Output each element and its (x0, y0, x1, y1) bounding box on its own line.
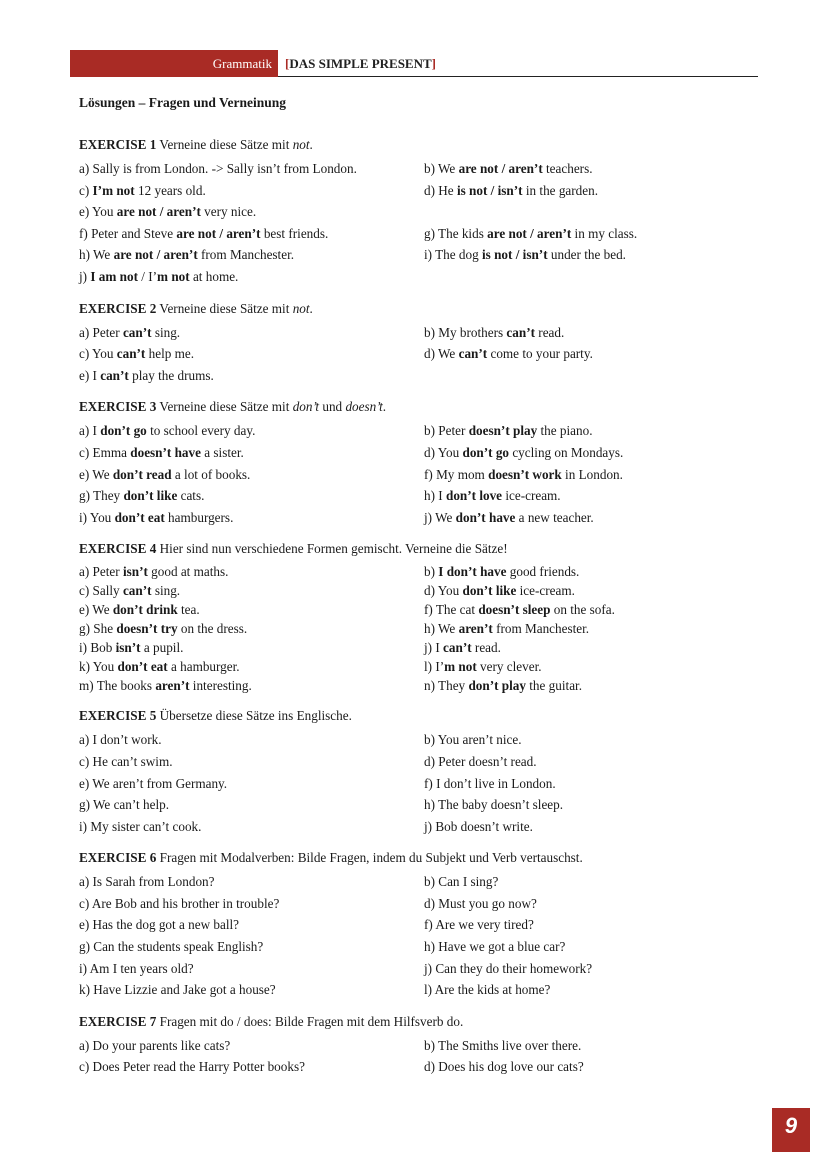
answer-row (79, 751, 759, 773)
text-run: on the dress. (177, 621, 248, 637)
answer-right (424, 464, 623, 486)
section-tab (70, 50, 278, 77)
text-run: 12 years old. (134, 182, 206, 198)
answer-right (424, 442, 623, 464)
exercise-7 (79, 1013, 759, 1078)
text-run: good at maths. (147, 564, 229, 580)
exercise-title: EXERCISE 3 (79, 399, 157, 415)
text-run: f) I don’t live in London. (424, 775, 556, 791)
text-run: Übersetze diese Sätze ins Englische. (159, 708, 352, 724)
page-content (79, 95, 759, 1090)
answer-right (424, 158, 593, 180)
answer-right (424, 562, 579, 581)
text-run: i) Bob (79, 640, 116, 656)
text-run: play the drums. (128, 367, 214, 383)
text-run: / I’ (137, 268, 158, 284)
text-run: n) They (424, 678, 469, 694)
text-run: in my class. (571, 225, 638, 241)
text-run: best friends. (260, 225, 329, 241)
text-run: tea. (177, 602, 200, 618)
answer-text: can’t (458, 346, 488, 362)
exercise-title: EXERCISE 6 (79, 850, 157, 866)
answer-left (79, 1056, 424, 1078)
text-run: b) Can I sing? (424, 874, 499, 890)
text-run: very clever. (476, 659, 542, 675)
answer-text: isn’t (122, 564, 148, 580)
section-label: Grammatik (212, 56, 272, 71)
text-run: f) The cat (424, 602, 479, 618)
answer-text: are not / aren’t (116, 204, 201, 220)
text-run: c) He can’t swim. (79, 753, 173, 769)
exercise-heading (79, 707, 759, 724)
answer-text: don’t have (455, 509, 516, 525)
text-run: i) My sister can’t cook. (79, 818, 202, 834)
bracket-open: [ (285, 56, 290, 71)
answer-right (424, 180, 598, 202)
text-run: a) Peter (79, 324, 123, 340)
answer-right (424, 729, 522, 751)
text-run: d) You (424, 444, 463, 460)
answer-left (79, 266, 424, 288)
answer-right (424, 322, 564, 344)
text-run: the guitar. (525, 678, 583, 694)
text-run: ice-cream. (502, 488, 561, 504)
text-run: a lot of books. (171, 466, 251, 482)
answer-row (79, 201, 759, 223)
text-run: b) Peter (424, 423, 469, 439)
text-run: b) We (424, 161, 459, 176)
text-run: a) Peter (79, 564, 123, 580)
text-run: j) Can they do their homework? (424, 960, 593, 976)
answer-text: don’t go (100, 423, 147, 439)
answer-right (424, 816, 533, 838)
exercise-2 (79, 300, 759, 387)
text-run: e) I (79, 367, 101, 383)
text-run: j) I (424, 640, 444, 656)
answer-left (79, 1035, 424, 1057)
text-run: under the bed. (547, 247, 626, 263)
answer-right (424, 773, 556, 795)
text-run: d) Does his dog love our cats? (424, 1059, 584, 1075)
answer-left (79, 158, 424, 180)
answer-row (79, 729, 759, 751)
answer-right (424, 343, 593, 365)
answer-left (79, 201, 424, 223)
answer-left (79, 914, 424, 936)
answer-left (79, 794, 424, 816)
text-run: at home. (189, 268, 239, 284)
answer-text: doesn’t try (116, 621, 178, 637)
answer-text: don’t love (445, 488, 503, 504)
header-rule (278, 76, 758, 77)
answer-right (424, 676, 582, 695)
answer-row (79, 420, 759, 442)
text-run: a) Sally is from London. -> Sally isn’t from London. (79, 161, 357, 176)
answer-text: can’t (122, 324, 152, 340)
text-run: h) We (79, 247, 114, 263)
answer-right (424, 936, 565, 958)
text-run: teachers. (542, 161, 593, 176)
answer-left (79, 365, 424, 387)
answer-right (424, 223, 637, 245)
text-run: . (309, 137, 313, 152)
text-run: h) I (424, 488, 446, 504)
emphasis-text: doesn’t (345, 399, 383, 415)
text-run: Verneine diese Sätze mit (159, 300, 293, 316)
answer-row (79, 180, 759, 202)
answer-left (79, 893, 424, 915)
answer-text: are not / aren’t (113, 247, 198, 263)
text-run: a) I (79, 423, 101, 439)
answer-text: doesn’t sleep (478, 602, 551, 618)
answer-right (424, 958, 592, 980)
exercise-title: EXERCISE 2 (79, 300, 157, 316)
text-run: j) Bob doesn’t write. (424, 818, 533, 834)
answer-left (79, 464, 424, 486)
answer-left (79, 485, 424, 507)
exercise-heading (79, 849, 759, 866)
answer-right (424, 600, 615, 619)
text-run: h) The baby doesn’t sleep. (424, 797, 564, 813)
answer-row (79, 365, 759, 387)
text-run: ice-cream. (516, 583, 575, 599)
text-run: c) Are Bob and his brother in trouble? (79, 895, 280, 911)
answer-row (79, 600, 759, 619)
answer-text: is not / isn’t (456, 182, 523, 198)
text-run: from Manchester. (197, 247, 295, 263)
answer-left (79, 180, 424, 202)
answer-text: don’t drink (112, 602, 178, 618)
answer-text: are not / aren’t (487, 225, 572, 241)
exercise-3 (79, 398, 759, 528)
answer-row (79, 343, 759, 365)
exercise-heading (79, 398, 759, 415)
text-run: f) Are we very tired? (424, 917, 534, 933)
text-run: on the sofa. (550, 602, 615, 618)
text-run: b) The Smiths live over there. (424, 1037, 582, 1053)
text-run: c) Emma (79, 444, 131, 460)
answer-row (79, 158, 759, 180)
exercise-heading (79, 300, 759, 317)
answer-left (79, 420, 424, 442)
text-run: cycling on Mondays. (509, 444, 624, 460)
text-run: . (309, 300, 313, 316)
answer-text: can’t (506, 324, 535, 340)
answer-text: I don’t have (438, 564, 507, 580)
exercise-heading (79, 136, 759, 153)
answer-right (424, 507, 594, 529)
answer-row (79, 638, 759, 657)
exercise-5 (79, 707, 759, 837)
answer-right (424, 420, 593, 442)
text-run: Hier sind nun verschiedene Formen gemischt. Verneine die Sätze! (159, 541, 508, 557)
exercise-title: EXERCISE 4 (79, 541, 157, 557)
text-run: a sister. (200, 444, 244, 460)
answer-right (424, 914, 534, 936)
text-run: d) Must you go now? (424, 895, 537, 911)
bracket-close: ] (431, 56, 436, 71)
answer-text: don’t like (123, 488, 178, 504)
answer-left (79, 657, 424, 676)
answer-left (79, 871, 424, 893)
answer-right (424, 794, 563, 816)
answer-row (79, 581, 759, 600)
answer-row (79, 244, 759, 266)
text-run: help me. (145, 346, 195, 362)
answer-left (79, 343, 424, 365)
answer-left (79, 676, 424, 695)
text-run: e) We (79, 602, 113, 618)
text-run: in the garden. (522, 182, 598, 198)
answer-left (79, 773, 424, 795)
answer-row (79, 773, 759, 795)
answer-text: don’t play (468, 678, 526, 694)
text-run: a) Do your parents like cats? (79, 1037, 231, 1053)
text-run: from Manchester. (492, 621, 590, 637)
emphasis-text: not (292, 300, 310, 316)
answer-left (79, 562, 424, 581)
answer-text: doesn’t play (468, 423, 538, 439)
exercise-title: EXERCISE 5 (79, 708, 157, 724)
text-run: good friends. (506, 564, 580, 580)
answer-left (79, 507, 424, 529)
answer-left (79, 244, 424, 266)
answer-row (79, 322, 759, 344)
answer-text: can’t (122, 583, 152, 599)
text-run: c) Does Peter read the Harry Potter books? (79, 1059, 305, 1075)
answer-right (424, 619, 589, 638)
text-run: a new teacher. (515, 509, 594, 525)
answer-row (79, 657, 759, 676)
text-run: b) My brothers (424, 324, 507, 340)
text-run: sing. (151, 583, 181, 599)
answer-row (79, 676, 759, 695)
text-run: Fragen mit Modalverben: Bilde Fragen, indem du Subjekt und Verb vertauschst. (159, 850, 583, 866)
text-run: g) We can’t help. (79, 797, 169, 813)
answer-text: can’t (100, 367, 129, 383)
answer-text: I’m not (92, 182, 135, 198)
answer-text: is not / isn’t (482, 247, 548, 263)
answer-right (424, 657, 542, 676)
text-run: c) (79, 182, 93, 198)
answer-left (79, 816, 424, 838)
text-run: i) You (79, 509, 115, 525)
answer-right (424, 638, 501, 657)
answer-left (79, 729, 424, 751)
text-run: b) You aren’t nice. (424, 732, 522, 748)
text-run: c) Sally (79, 583, 123, 599)
document-title-text: DAS SIMPLE PRESENT (289, 56, 432, 71)
text-run: sing. (151, 324, 181, 340)
answer-left (79, 638, 424, 657)
text-run: in London. (561, 466, 623, 482)
text-run: e) We (79, 466, 113, 482)
text-run: to school every day. (146, 423, 256, 439)
answer-row (79, 1035, 759, 1057)
answer-left (79, 619, 424, 638)
answer-row (79, 816, 759, 838)
answer-text: m not (157, 268, 190, 284)
text-run: j) We (424, 509, 456, 525)
answer-text: don’t read (112, 466, 172, 482)
answer-row (79, 794, 759, 816)
text-run: e) You (79, 204, 117, 220)
answer-left (79, 751, 424, 773)
exercise-4 (79, 540, 759, 695)
text-run: the piano. (537, 423, 593, 439)
answer-row (79, 979, 759, 1001)
answer-row (79, 266, 759, 288)
text-run: und (319, 399, 346, 415)
text-run: come to your party. (487, 346, 593, 362)
answer-right (424, 1035, 581, 1057)
answer-text: aren’t (458, 621, 493, 637)
answer-right (424, 581, 575, 600)
text-run: g) She (79, 621, 117, 637)
answer-text: don’t eat (117, 659, 168, 675)
answer-text: don’t eat (114, 509, 165, 525)
text-run: read. (535, 324, 565, 340)
answer-left (79, 958, 424, 980)
exercise-6 (79, 849, 759, 1001)
text-run: d) Peter doesn’t read. (424, 753, 537, 769)
text-run: a pupil. (140, 640, 184, 656)
answer-right (424, 1056, 584, 1078)
answer-text: I am not (90, 268, 138, 284)
text-run: interesting. (189, 678, 252, 694)
text-run: l) I’ (424, 659, 445, 675)
exercise-title: EXERCISE 7 (79, 1013, 157, 1029)
answer-row (79, 464, 759, 486)
answer-text: can’t (443, 640, 472, 656)
answer-right (424, 871, 498, 893)
answer-left (79, 442, 424, 464)
text-run: e) Has the dog got a new ball? (79, 917, 240, 933)
text-run: d) He (424, 182, 457, 198)
text-run: f) Peter and Steve (79, 225, 177, 241)
exercise-heading (79, 1013, 759, 1030)
answer-left (79, 581, 424, 600)
answer-row (79, 485, 759, 507)
answer-left (79, 223, 424, 245)
answer-row (79, 871, 759, 893)
answer-text: are not / aren’t (176, 225, 261, 241)
text-run: g) They (79, 488, 124, 504)
answer-left (79, 322, 424, 344)
exercise-1 (79, 136, 759, 288)
emphasis-text: don’t (292, 399, 320, 415)
text-run: i) Am I ten years old? (79, 960, 194, 976)
page-number: 9 (772, 1108, 810, 1152)
text-run: f) My mom (424, 466, 489, 482)
text-run: d) You (424, 583, 463, 599)
answer-row (79, 936, 759, 958)
answer-row (79, 914, 759, 936)
answer-left (79, 600, 424, 619)
document-title (285, 56, 436, 72)
answer-right (424, 485, 561, 507)
answer-row (79, 958, 759, 980)
answer-text: don’t go (462, 444, 510, 460)
exercise-list (79, 136, 759, 1078)
answer-text: isn’t (115, 640, 141, 656)
answer-text: aren’t (155, 678, 190, 694)
answer-row (79, 619, 759, 638)
text-run: k) You (79, 659, 118, 675)
answer-row (79, 562, 759, 581)
text-run: g) Can the students speak English? (79, 939, 264, 955)
answer-text: can’t (116, 346, 146, 362)
answer-right (424, 244, 626, 266)
text-run: hamburgers. (164, 509, 234, 525)
text-run: i) The dog (424, 247, 482, 263)
answer-text: are not / aren’t (458, 161, 543, 176)
text-run: Fragen mit do / does: Bilde Fragen mit dem Hilfsverb do. (159, 1013, 464, 1029)
answer-row (79, 507, 759, 529)
text-run: very nice. (200, 204, 257, 220)
answer-left (79, 936, 424, 958)
exercise-heading (79, 540, 759, 557)
page-header (70, 50, 758, 77)
answer-row (79, 442, 759, 464)
emphasis-text: not (292, 137, 310, 152)
text-run: a) Is Sarah from London? (79, 874, 215, 890)
text-run: . (382, 399, 387, 415)
text-run: k) Have Lizzie and Jake got a house? (79, 982, 276, 998)
answer-row (79, 1056, 759, 1078)
answer-text: m not (444, 659, 477, 675)
text-run: g) The kids (424, 225, 488, 241)
answer-right (424, 751, 537, 773)
text-run: d) We (424, 346, 459, 362)
exercise-title: EXERCISE 1 (79, 137, 157, 152)
answer-row (79, 893, 759, 915)
answer-text: doesn’t have (130, 444, 201, 460)
text-run: m) The books (79, 678, 156, 694)
text-run: read. (471, 640, 501, 656)
page-title: Lösungen – Fragen und Verneinung (79, 95, 287, 110)
text-run: h) Have we got a blue car? (424, 939, 566, 955)
answer-text: don’t like (462, 583, 517, 599)
answer-text: doesn’t work (488, 466, 562, 482)
text-run: c) You (79, 346, 117, 362)
answer-right (424, 979, 550, 1001)
text-run: l) Are the kids at home? (424, 982, 551, 998)
text-run: a hamburger. (167, 659, 240, 675)
answer-left (79, 979, 424, 1001)
text-run: Verneine diese Sätze mit (159, 137, 293, 152)
text-run: e) We aren’t from Germany. (79, 775, 228, 791)
answer-right (424, 893, 537, 915)
text-run: Verneine diese Sätze mit (159, 399, 293, 415)
text-run: h) We (424, 621, 459, 637)
answer-row (79, 223, 759, 245)
text-run: j) (79, 268, 91, 284)
text-run: b) (424, 564, 439, 580)
text-run: a) I don’t work. (79, 732, 162, 748)
text-run: cats. (177, 488, 205, 504)
